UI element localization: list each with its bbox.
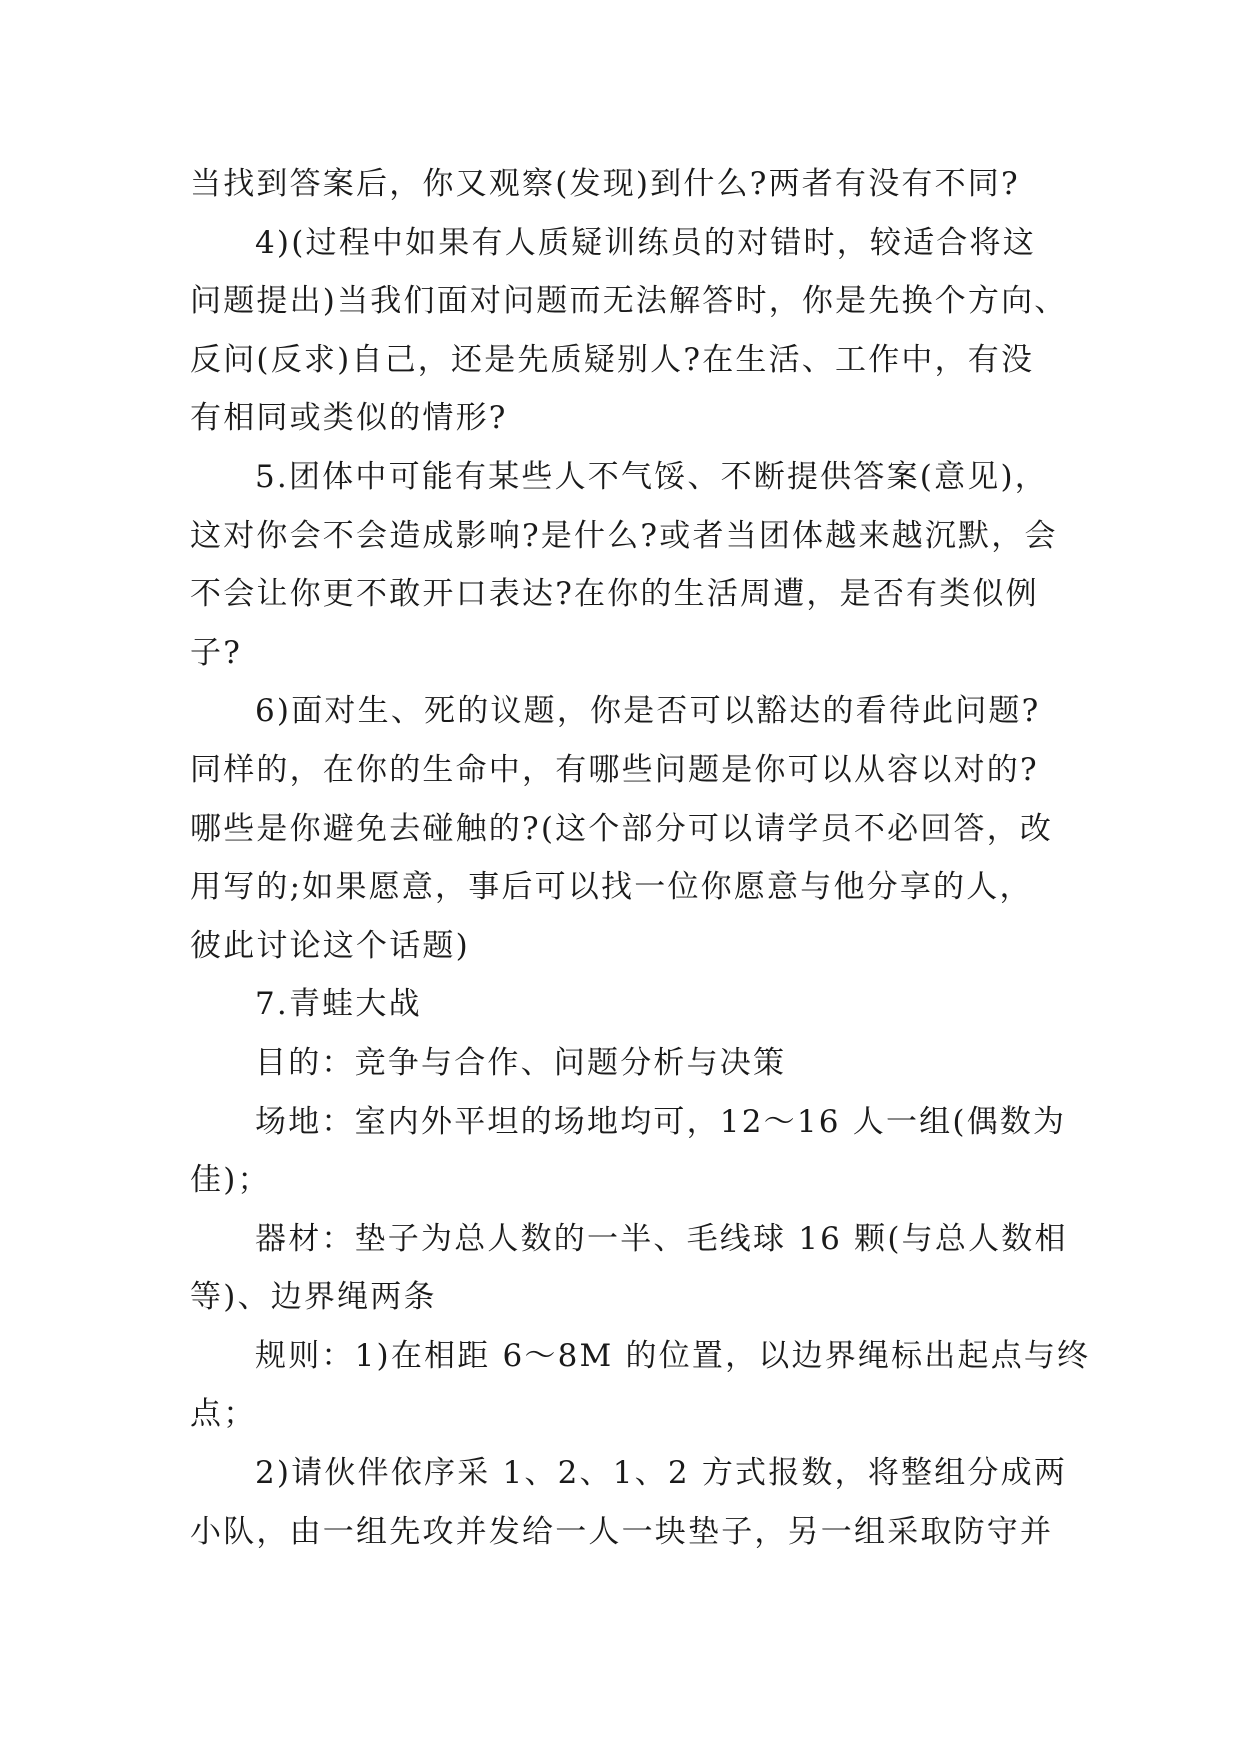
text-line: 同样的，在你的生命中，有哪些问题是你可以从容以对的? — [190, 751, 1039, 788]
text-line: 规则：1)在相距 6～8M 的位置，以边界绳标出起点与终 — [255, 1337, 1091, 1374]
body-text — [190, 155, 1091, 1561]
text-line: 5.团体中可能有某些人不气馁、不断提供答案(意见)， — [255, 458, 1048, 495]
text-line: 场地：室内外平坦的场地均可，12～16 人一组(偶数为 — [255, 1103, 1067, 1140]
text-line: 子? — [190, 634, 243, 671]
text-line: 点； — [190, 1396, 257, 1433]
text-line: 2)请伙伴依序采 1、2、1、2 方式报数，将整组分成两 — [255, 1455, 1068, 1492]
text-line: 6)面对生、死的议题，你是否可以豁达的看待此问题? — [255, 693, 1041, 730]
text-line: 目的：竞争与合作、问题分析与决策 — [255, 1044, 787, 1081]
text-line: 问题提出)当我们面对问题而无法解答时，你是先换个方向、 — [190, 283, 1068, 320]
text-line: 小队，由一组先攻并发给一人一块垫子，另一组采取防守并 — [190, 1513, 1054, 1550]
section-heading: 7.青蛙大战 — [255, 986, 422, 1023]
text-line: 佳)； — [190, 1162, 271, 1199]
text-line: 彼此讨论这个话题) — [190, 927, 470, 964]
text-line: 器材：垫子为总人数的一半、毛线球 16 颗(与总人数相 — [255, 1220, 1068, 1257]
text-line: 有相同或类似的情形? — [190, 400, 508, 437]
text-line: 当找到答案后，你又观察(发现)到什么?两者有没有不同? — [190, 166, 1020, 202]
text-line: 用写的;如果愿意，事后可以找一位你愿意与他分享的人， — [190, 869, 1033, 906]
text-line: 4)(过程中如果有人质疑训练员的对错时，较适合将这 — [255, 224, 1036, 261]
text-line: 哪些是你避免去碰触的?(这个部分可以请学员不必回答，改 — [190, 810, 1054, 847]
text-line: 不会让你更不敢开口表达?在你的生活周遭，是否有类似例 — [190, 576, 1039, 613]
text-line: 等)、边界绳两条 — [190, 1279, 437, 1316]
text-line: 这对你会不会造成影响?是什么?或者当团体越来越沉默，会 — [190, 517, 1058, 554]
text-line: 反问(反求)自己，还是先质疑别人?在生活、工作中，有没 — [190, 341, 1035, 378]
